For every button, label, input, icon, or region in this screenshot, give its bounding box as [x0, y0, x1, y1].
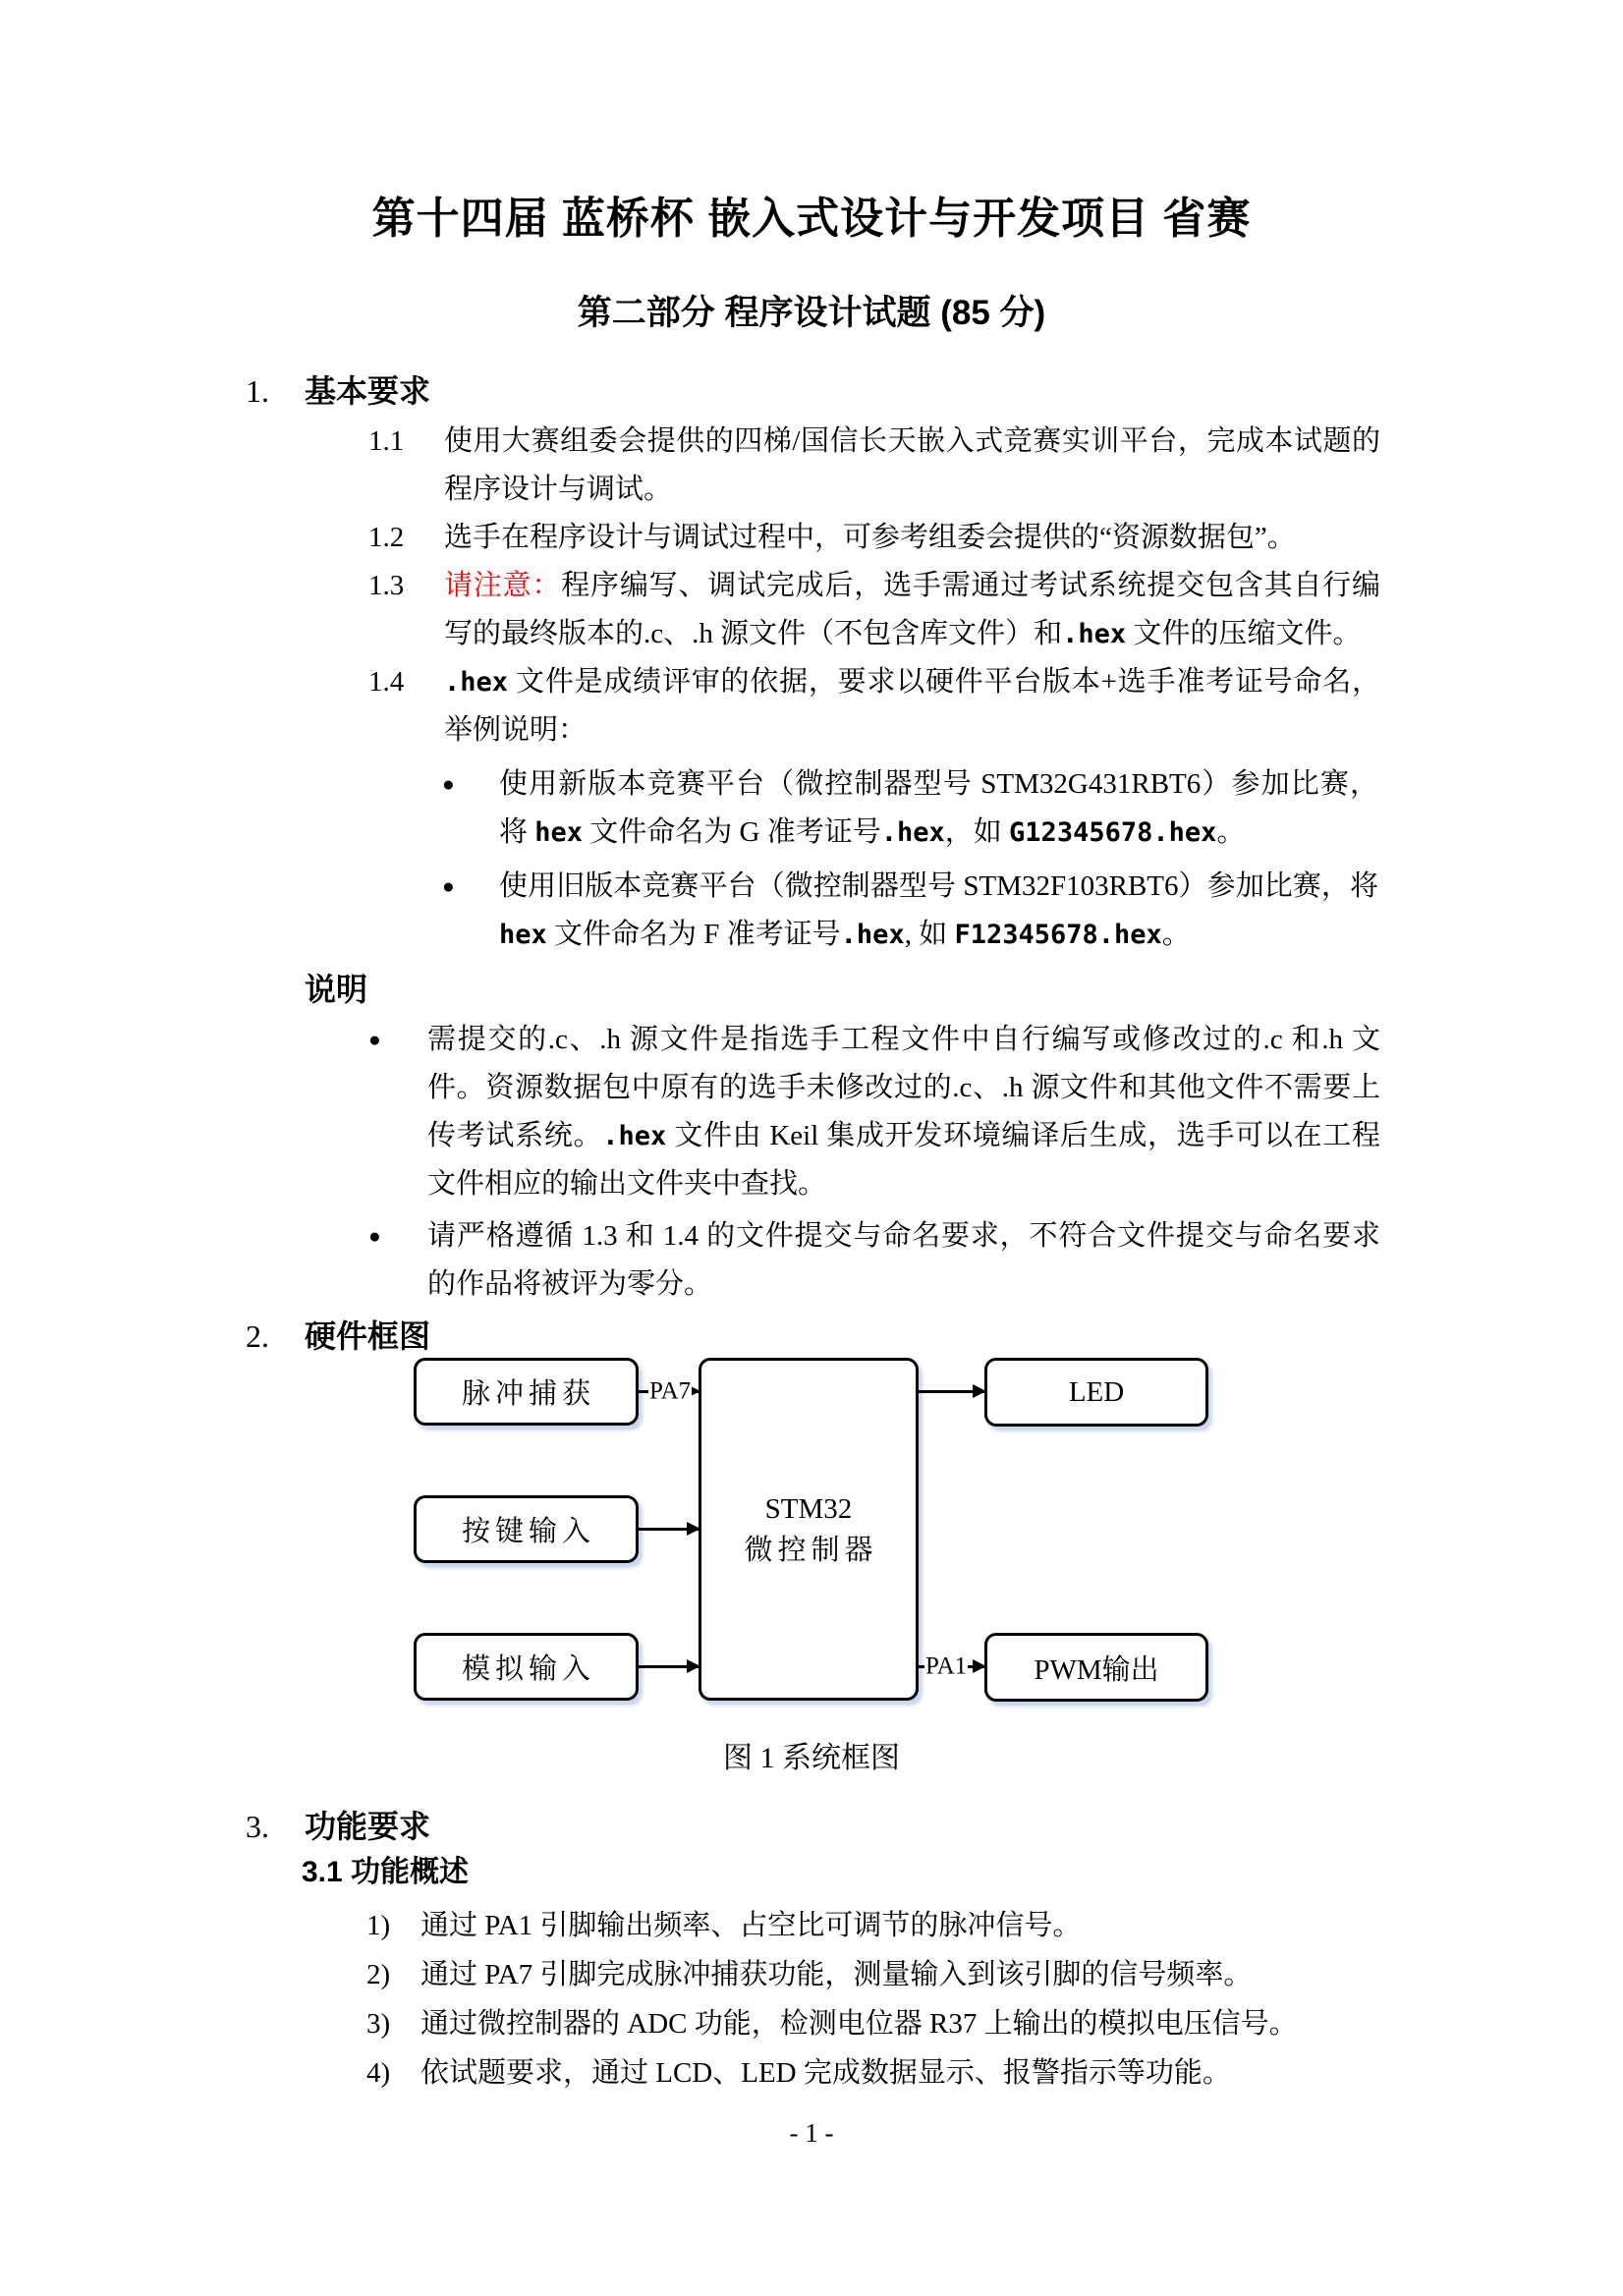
section-2-heading — [246, 1315, 1623, 1358]
list-item — [366, 1999, 1623, 2048]
naming-example-bullets — [442, 760, 1623, 959]
pin-label-pa7: PA7 — [649, 1377, 692, 1405]
section-1-heading — [246, 369, 1623, 413]
list-item-1-2 — [368, 514, 1623, 562]
subsection-3-1-heading: 3.1 功能概述 — [302, 1856, 470, 1888]
section-1-number: 1. — [246, 373, 269, 409]
list-item — [442, 863, 1623, 959]
bullet-text: 需提交的.c、.h 源文件是指选手工程文件中自行编写或修改过的.c 和.h 文件。资源数据包中原有的选手未修改过的.c、.h 源文件和其他文件不需要上传考试系统。.hex 文件由 Keil 集成开发环境编译后生成，选手可以在工程文件相应的输出文件夹中查找。 — [427, 1024, 1380, 1200]
section-2-title: 硬件框图 — [305, 1318, 431, 1354]
item-text: 通过 PA1 引脚输出频率、占空比可调节的脉冲信号。 — [420, 1910, 1082, 1941]
section-3-title: 功能要求 — [305, 1809, 431, 1844]
list-item-1-4 — [368, 658, 1623, 755]
section-3-number: 3. — [246, 1809, 269, 1844]
section-3-items — [366, 1901, 1623, 2098]
list-item — [368, 1212, 1623, 1309]
box-label: 脉冲捕获 — [461, 1378, 595, 1410]
list-item — [442, 760, 1623, 857]
page-subtitle: 第二部分 程序设计试题 (85 分) — [577, 294, 1046, 332]
mcu-label-line2: 微控制器 — [744, 1534, 878, 1566]
item-number: 1) — [366, 1910, 391, 1941]
section-3-heading — [246, 1805, 1623, 1848]
list-item-1-1 — [368, 418, 1623, 514]
item-number: 1.2 — [368, 522, 405, 553]
diagram-box-key-input — [414, 1495, 639, 1563]
item-text: 依试题要求，通过 LCD、LED 完成数据显示、报警指示等功能。 — [420, 2057, 1231, 2089]
diagram-box-pwm-output — [984, 1633, 1208, 1702]
bullet-icon: ● — [442, 874, 455, 898]
item-text: 选手在程序设计与调试过程中，可参考组委会提供的“资源数据包”。 — [444, 522, 1296, 553]
diagram-box-analog-input — [414, 1633, 639, 1701]
mcu-label-line1: STM32 — [764, 1492, 853, 1525]
item-text: 使用大赛组委会提供的四梯/国信长天嵌入式竞赛实训平台，完成本试题的程序设计与调试。 — [444, 425, 1380, 505]
diagram-box-led — [984, 1358, 1208, 1427]
system-block-diagram — [0, 1358, 1623, 1795]
box-label: PWM输出 — [1034, 1653, 1159, 1686]
diagram-box-pulse-capture — [414, 1358, 639, 1426]
item-text: 通过微控制器的 ADC 功能，检测电位器 R37 上输出的模拟电压信号。 — [420, 2008, 1298, 2040]
arrow-mcu-to-led — [919, 1390, 984, 1393]
item-text: 通过 PA7 引脚完成脉冲捕获功能，测量输入到该引脚的信号频率。 — [420, 1959, 1253, 1990]
bullet-text: 使用旧版本竞赛平台（微控制器型号 STM32F103RBT6）参加比赛，将 hex 文件命名为 F 准考证号.hex, 如 F12345678.hex。 — [499, 870, 1378, 950]
item-number: 1.3 — [368, 570, 405, 601]
arrow-analog-to-mcu — [639, 1665, 699, 1668]
list-item — [366, 2048, 1623, 2098]
item-number: 1.4 — [368, 666, 405, 698]
box-label: LED — [1068, 1375, 1125, 1408]
item-number: 1.1 — [368, 425, 405, 457]
item-text: .hex 文件是成绩评审的依据，要求以硬件平台版本+选手准考证号命名，举例说明： — [444, 666, 1380, 746]
bullet-icon: ● — [368, 1224, 381, 1248]
bullet-icon: ● — [442, 772, 455, 796]
figure-caption: 图 1 系统框图 — [723, 1742, 900, 1774]
bullet-text: 请严格遵循 1.3 和 1.4 的文件提交与命名要求，不符合文件提交与命名要求的作品将被评为零分。 — [427, 1220, 1380, 1300]
pin-label-pa1: PA1 — [925, 1652, 968, 1680]
item-number: 4) — [366, 2057, 391, 2089]
bullet-text: 使用新版本竞赛平台（微控制器型号 STM32G431RBT6）参加比赛，将 hex 文件命名为 G 准考证号.hex，如 G12345678.hex。 — [499, 768, 1378, 848]
list-item — [366, 1901, 1623, 1950]
item-number: 2) — [366, 1959, 391, 1990]
list-item — [366, 1950, 1623, 1999]
diagram-box-stm32-mcu — [699, 1358, 919, 1701]
arrow-key-to-mcu — [639, 1528, 699, 1531]
list-item-1-3 — [368, 562, 1623, 658]
box-label: 按键输入 — [461, 1516, 595, 1547]
section-1-title: 基本要求 — [305, 373, 431, 409]
item-number: 3) — [366, 2008, 391, 2040]
section-1-items — [0, 418, 1623, 755]
note-heading: 说明 — [305, 972, 368, 1007]
bullet-icon: ● — [368, 1028, 381, 1051]
list-item — [368, 1016, 1623, 1208]
item-text-with-notice: 请注意：程序编写、调试完成后，选手需通过考试系统提交包含其自行编写的最终版本的.c、.h 源文件（不包含库文件）和.hex 文件的压缩文件。 — [444, 570, 1380, 649]
page-title: 第十四届 蓝桥杯 嵌入式设计与开发项目 省赛 — [371, 195, 1252, 243]
note-bullets — [368, 1016, 1623, 1309]
page-number: - 1 - — [789, 2118, 834, 2148]
section-2-number: 2. — [246, 1318, 269, 1354]
box-label: 模拟输入 — [461, 1653, 595, 1685]
